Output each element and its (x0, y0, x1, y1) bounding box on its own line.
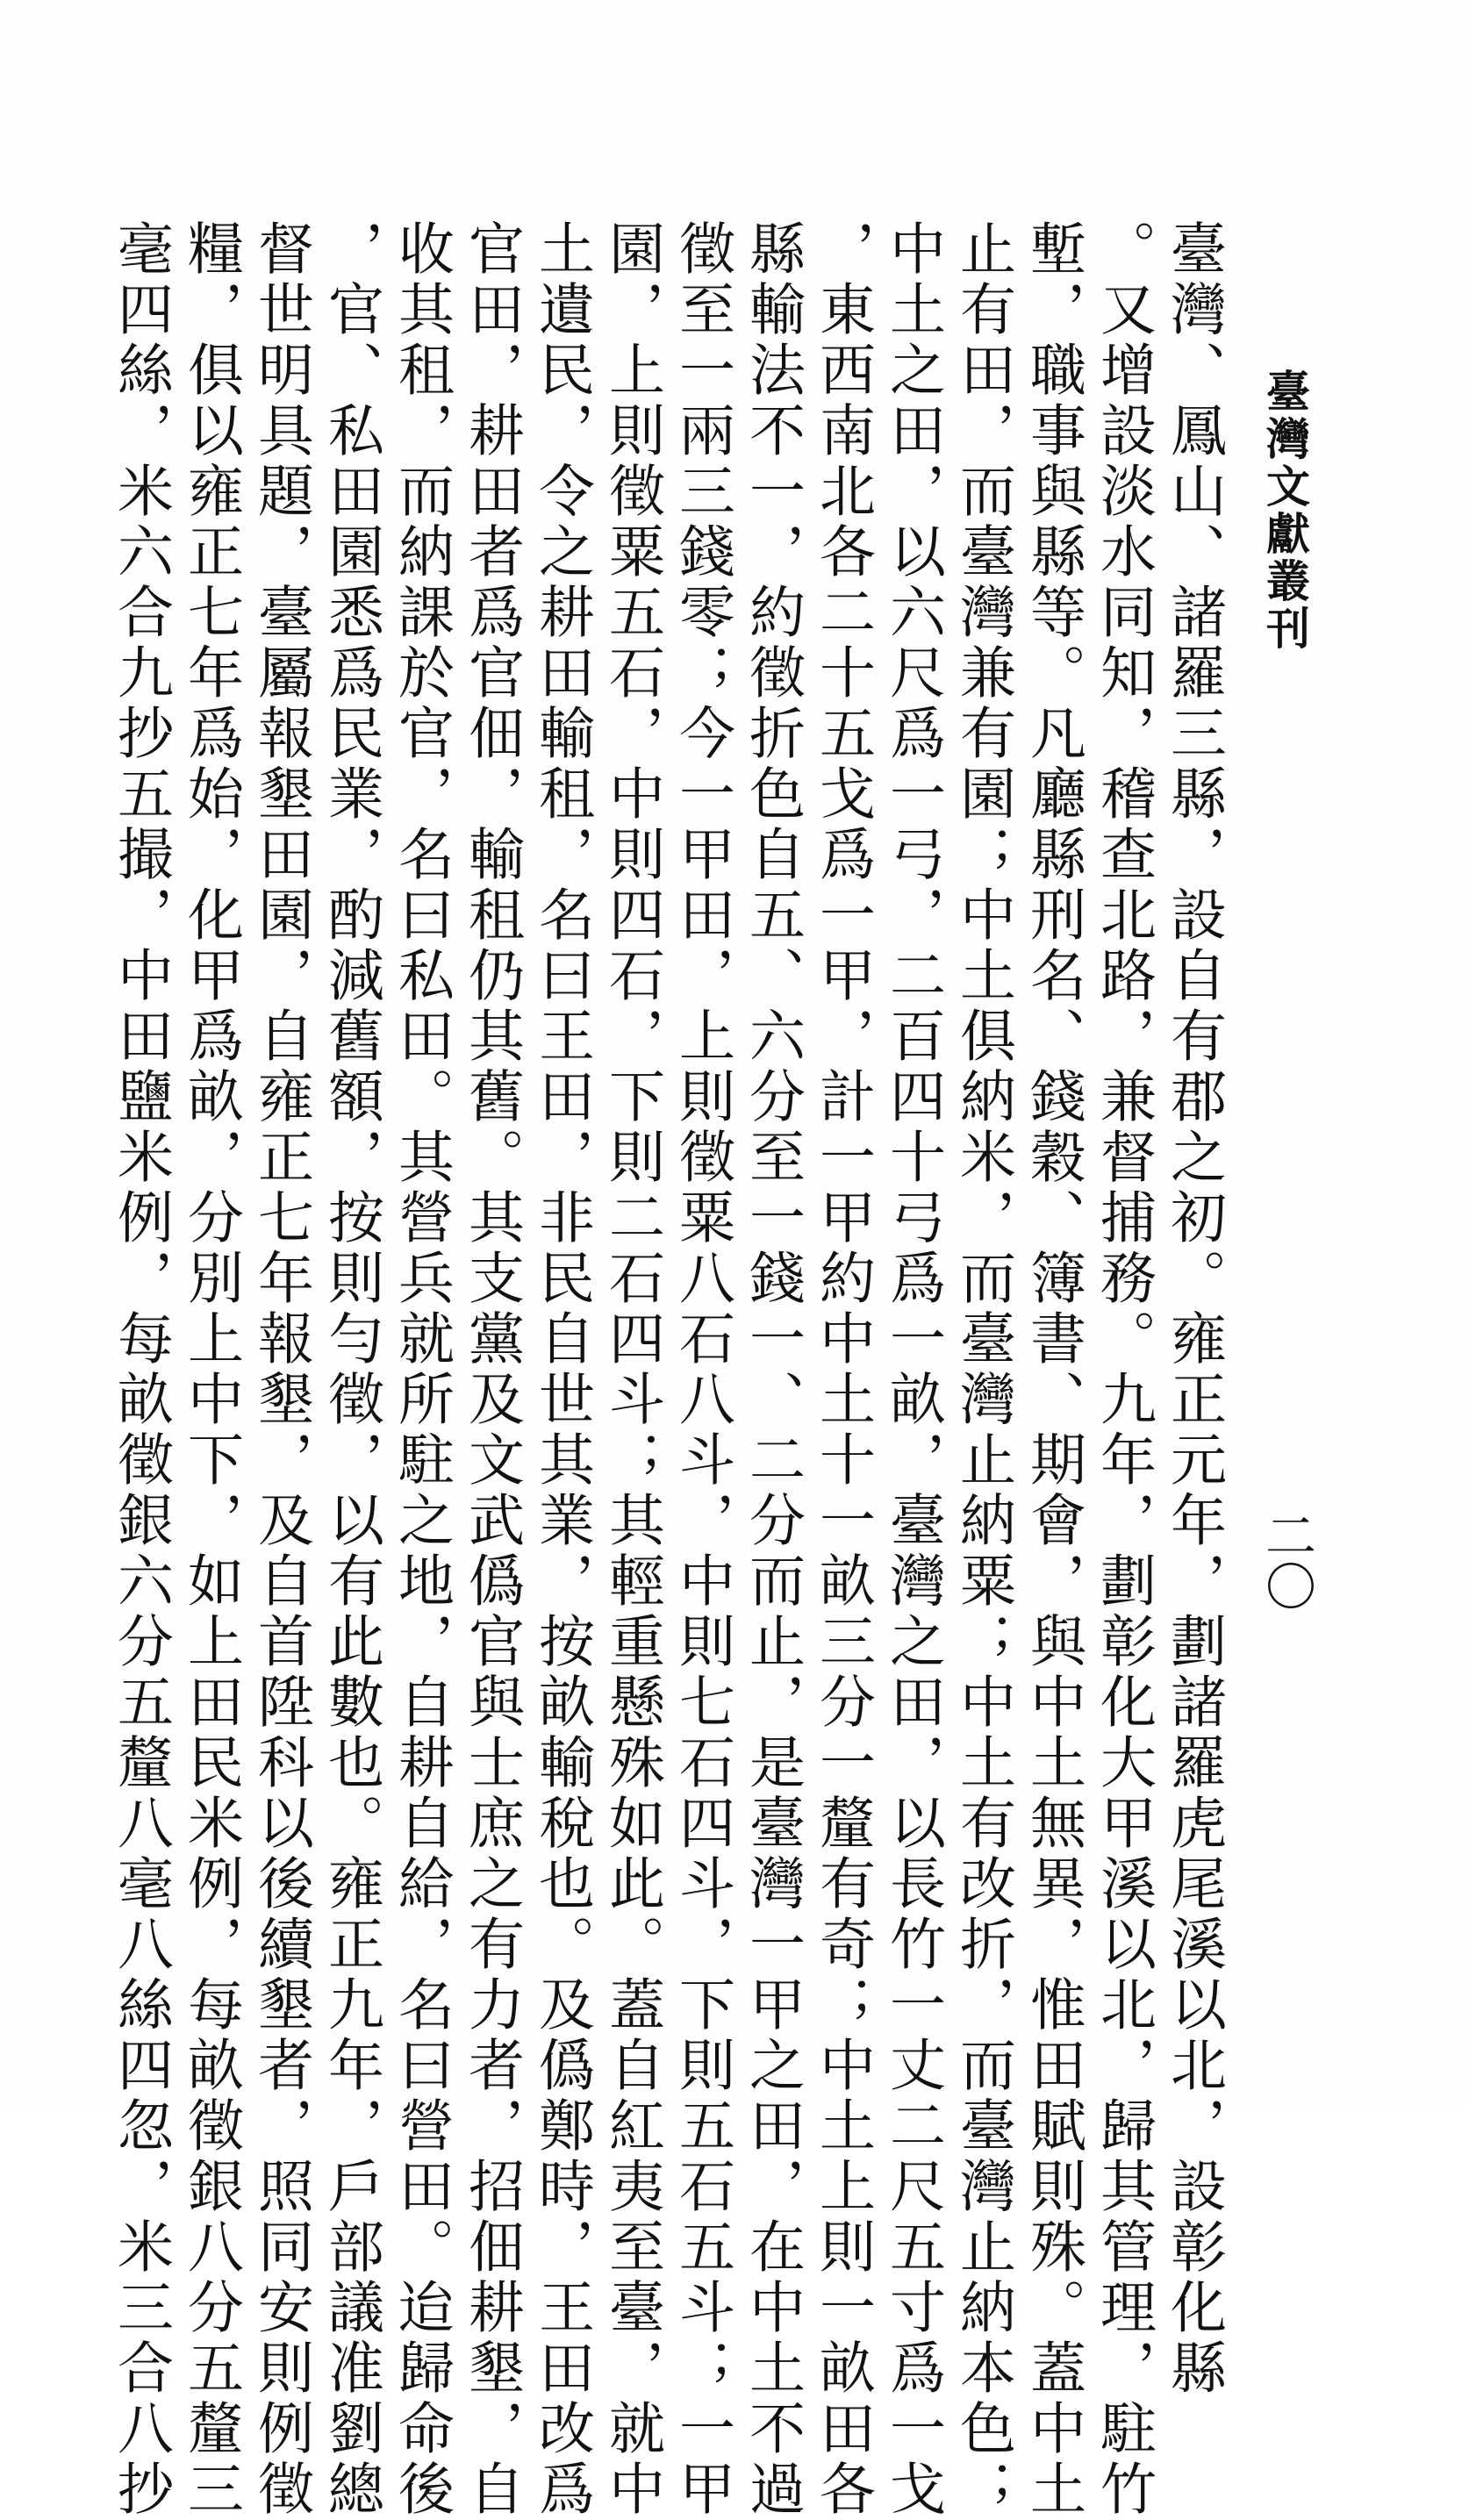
text-column-4: 止有田，而臺灣兼有園；中土俱納米，而臺灣止納粟；中土有改折，而臺灣止納本色； (950, 219, 1015, 2520)
text-column-9: 園，上則徵粟五石，中則四石，下則二石四斗；其輕重懸殊如此。蓋自紅夷至臺，就中 (599, 219, 664, 2520)
text-column-1: 臺灣、鳳山、諸羅三縣，設自有郡之初。雍正元年，劃諸羅虎尾溪以北，設彰化縣 (1161, 219, 1226, 2399)
text-column-16: 毫四絲，米六合九抄五撮，中田鹽米例，每畝徵銀六分五釐八毫八絲四忽，米三合八抄 (108, 219, 173, 2520)
text-column-13: ，官、私田園悉爲民業，酌減舊額，按則勻徵，以有此數也。雍正九年，戶部議准劉總 (319, 219, 383, 2520)
text-column-10: 土遺民，令之耕田輸租，名曰王田，非民自世其業，按畝輸稅也。及僞鄭時，王田改爲 (529, 219, 594, 2520)
text-column-15: 糧，俱以雍正七年爲始，化甲爲畝，分別上中下，如上田民米例，每畝徵銀八分五釐三 (178, 219, 243, 2520)
text-column-14: 督世明具題，臺屬報墾田園，自雍正七年報墾，及自首陞科以後續墾者，照同安則例徵 (248, 219, 313, 2520)
running-header: 臺灣文獻叢刊 (1259, 369, 1311, 653)
text-column-11: 官田，耕田者爲官佃，輸租仍其舊。其支黨及文武僞官與士庶之有力者，招佃耕墾，自 (459, 219, 524, 2520)
text-column-3: 塹，職事與縣等。凡廳縣刑名、錢穀、簿書、期會，與中土無異，惟田賦則殊。蓋中土 (1021, 219, 1086, 2520)
text-column-2: 。又增設淡水同知，稽查北路，兼督捕務。九年，劃彰化大甲溪以北，歸其管理，駐竹 (1091, 219, 1156, 2520)
text-column-6: ，東西南北各二十五戈爲一甲，計一甲約中土十一畝三分一釐有奇；中土上則一畝田各 (810, 219, 875, 2520)
text-column-12: 收其租，而納課於官，名曰私田。其營兵就所駐之地，自耕自給，名曰營田。迨歸命後 (389, 219, 454, 2520)
text-column-8: 徵至一兩三錢零；今一甲田，上則徵粟八石八斗，中則七石四斗，下則五石五斗；一甲 (670, 219, 734, 2520)
text-column-5: 中土之田，以六尺爲一弓，二百四十弓爲一畝，臺灣之田，以長竹一丈二尺五寸爲一戈 (880, 219, 945, 2520)
text-column-7: 縣輸法不一，約徵折色自五、六分至一錢一、二分而止，是臺灣一甲之田，在中土不過 (740, 219, 805, 2520)
page-number: 二〇 (1257, 1509, 1316, 1611)
